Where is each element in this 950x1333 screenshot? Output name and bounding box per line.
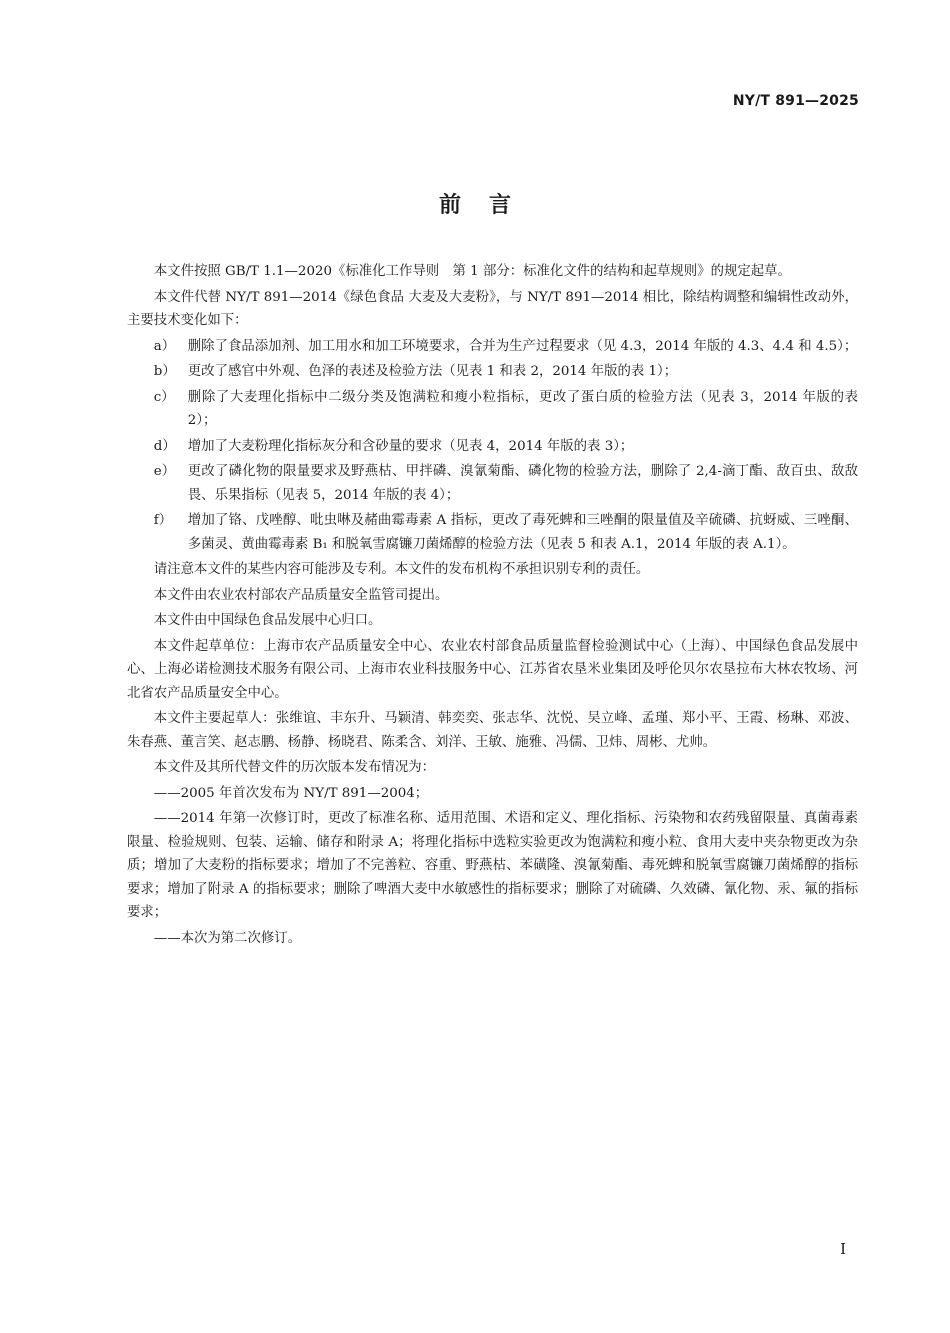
paragraph-drafting-rules: 本文件按照 GB/T 1.1—2020《标准化工作导则 第 1 部分：标准化文件的结构和起草规则》的规定起草。 [153,264,791,279]
page-title: 前言 [438,193,539,218]
list-item-text: 更改了磷化物的限量要求及野燕枯、甲拌磷、溴氰菊酯、磷化物的检验方法，删除了 2,4-滴丁酯、敌百虫、敌敌畏、乐果指标（见表 5，2014 年版的表 4）； [187,464,858,503]
list-item-label: a） [153,338,176,354]
list-item-text: 增加了大麦粉理化指标灰分和含砂量的要求（见表 4，2014 年版的表 3）； [187,438,634,454]
list-item-text: 删除了大麦理化指标中二级分类及饱满粒和瘦小粒指标，更改了蛋白质的检验方法（见表 3，2014 年版的表 2）； [187,389,858,428]
list-item-label: d） [153,438,176,454]
paragraph-history-current: ——本次为第二次修订。 [153,930,302,946]
page-number: I [840,1240,846,1258]
paragraph-centralized-unit: 本文件由中国绿色食品发展中心归口。 [153,613,382,628]
paragraph-drafters: 本文件主要起草人：张维谊、丰东升、马颖清、韩奕奕、张志华、沈悦、吴立峰、孟瑾、郑小平、王霞、杨琳、邓波、朱春燕、董言笑、赵志鹏、杨静、杨晓君、陈柔含、刘洋、王敏、施雅、冯儒、卫炜、周彬、尤帅。 [127,711,858,750]
paragraph-drafting-units: 本文件起草单位：上海市农产品质量安全中心、农业农村部食品质量监督检验测试中心（上海）、中国绿色食品发展中心、上海必诺检测技术服务有限公司、上海市农业科技服务中心、江苏省农垦米业集团及呼伦贝尔农垦拉布大林农牧场、河北省农产品质量安全中心。 [127,638,858,701]
list-item-label: f） [153,513,173,528]
list-item-text: 增加了铬、戊唑醇、吡虫啉及赭曲霉毒素 A 指标，更改了毒死蜱和三唑酮的限量值及辛硫磷、抗蚜威、三唑酮、多菌灵、黄曲霉毒素 B₁ 和脱氧雪腐镰刀菌烯醇的检验方法（见表 5 和表 A.1，2014 年版的表 A.1）。 [187,513,858,552]
list-item-label: e） [153,464,176,479]
list-item-label: c） [153,389,175,405]
standard-code: NY/T 891—2025 [732,93,859,109]
list-item [127,435,858,459]
list-item [127,360,858,384]
document-body [127,260,858,952]
list-item [127,509,858,556]
paragraph-version-history-intro: 本文件及其所代替文件的历次版本发布情况为： [153,760,435,775]
list-item-label: b） [153,364,176,379]
list-item [127,386,858,433]
list-item [127,460,858,507]
paragraph-history-2005: ——2005 年首次发布为 NY/T 891—2004； [153,785,429,801]
paragraph-patent-notice: 请注意本文件的某些内容可能涉及专利。本文件的发布机构不承担识别专利的责任。 [153,562,650,577]
paragraph-history-2014: ——2014 年第一次修订时，更改了标准名称、适用范围、术语和定义、理化指标、污染物和农药残留限量、真菌毒素限量、检验规则、包装、运输、储存和附录 A；将理化指标中选粒实验更改为饱满粒和瘦小粒、食用大麦中夹杂物更改为杂质；增加了大麦粉的指标要求；增加了不完善粒、容重、野燕枯、苯磺隆、溴氰菊酯、毒死蜱和脱氧雪腐镰刀菌烯醇的指标要求；增加了附录 A 的指标要求；删除了啤酒大麦中水敏感性的指标要求；删除了对硫磷、久效磷、氰化物、汞、氟的指标要求； [127,811,858,920]
list-item-text: 删除了食品添加剂、加工用水和加工环境要求，合并为生产过程要求（见 4.3，2014 年版的 4.3、4.4 和 4.5）； [187,338,858,354]
paragraph-replacement: 本文件代替 NY/T 891—2014《绿色食品 大麦及大麦粉》，与 NY/T 891—2014 相比，除结构调整和编辑性改动外，主要技术变化如下： [127,289,858,328]
paragraph-proposer: 本文件由农业农村部农产品质量安全监管司提出。 [153,587,449,603]
list-item [127,335,858,359]
list-item-text: 更改了感官中外观、色泽的表述及检验方法（见表 1 和表 2，2014 年版的表 1）； [187,364,678,379]
